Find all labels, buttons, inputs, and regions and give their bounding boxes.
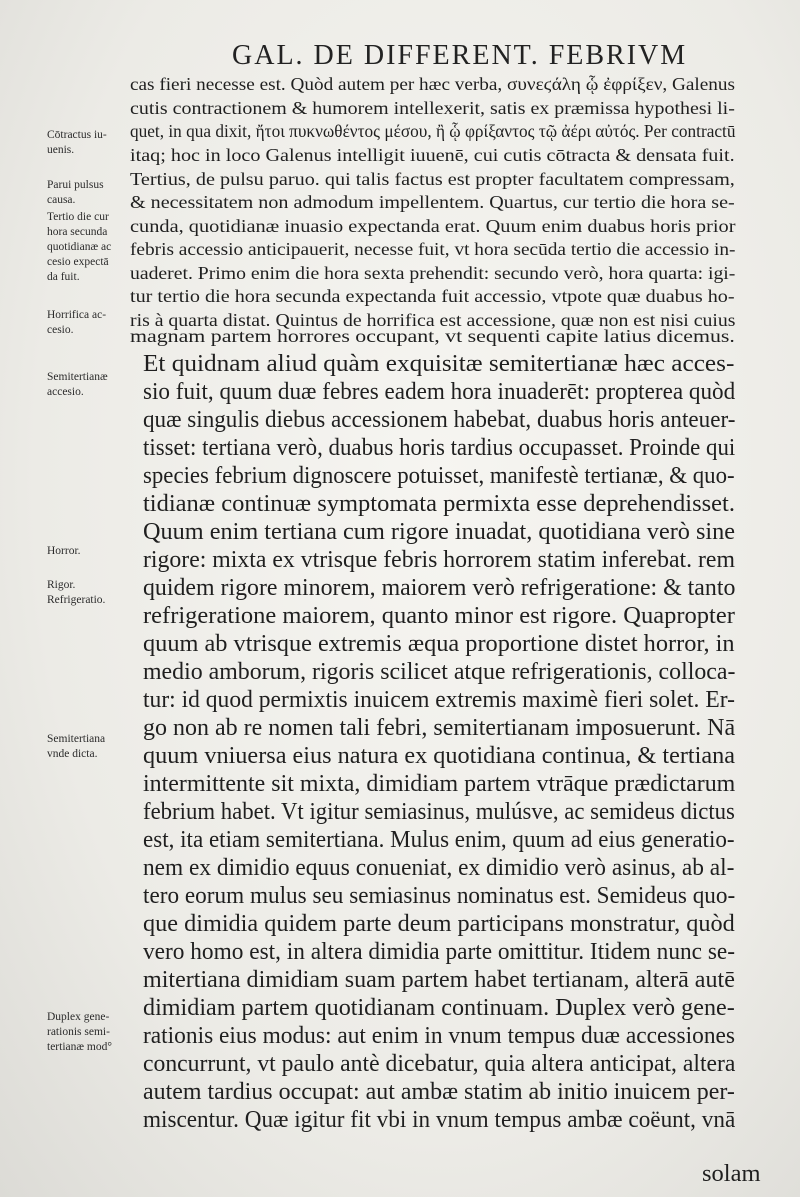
text-line: Tertius, de pulsu paruo. qui talis factus est propter facultatem compressam, [130,169,735,189]
text-line: que dimidia quidem parte deum participans monstratur, quòd [143,910,735,937]
margin-note [47,732,129,762]
margin-note-line: hora secunda [47,226,108,238]
text-line: quum vniuersa eius natura ex quotidiana continua, & tertiana [143,742,736,769]
margin-note-line: Refrigeratio. [47,594,106,606]
margin-note-line: tertianæ mod° [47,1041,112,1053]
text-line: febrium habet. Vt igitur semiasinus, mulúsve, ac semideus dictus [143,798,735,825]
margin-note-line: Rigor. [47,579,76,591]
text-line: quidem rigore minorem, maiorem verò refrigeratione: & tanto [143,574,736,601]
margin-note [47,178,129,208]
margin-note-line: quotidianæ ac [47,241,112,253]
running-header: GAL. DE DIFFERENT. FEBRIVM [232,40,688,71]
text-line: autem tardius occupat: aut ambæ statim ab initio inuicem per- [143,1078,735,1105]
text-line: dimidiam partem quotidianam continuam. Duplex verò gene- [143,994,735,1021]
margin-note-line: vnde dicta. [47,748,98,760]
text-line: quæ singulis diebus accessionem habebat, duabus horis anteuer- [143,406,736,433]
margin-note [47,544,129,559]
text-line: tidianæ continuæ symptomata permixta esse deprehendisset. [143,490,735,517]
text-line: uaderet. Primo enim die hora sexta prehendit: secundo verò, hora quarta: igi- [130,263,736,283]
text-line: cunda, quotidianæ inuasio expectanda erat. Quum enim duabus horis prior [130,216,736,236]
text-line: febris accessio anticipauerit, necesse fuit, vt hora secūda tertio die accessio in- [130,239,736,259]
margin-note-line: accesio. [47,386,84,398]
text-line: tur: id quod permixtis inuicem extremis maximè fieri solet. Er- [143,686,735,713]
text-line: go non ab re nomen tali febri, semitertianam imposuerunt. Nā [143,714,736,741]
margin-note [47,578,129,608]
margin-note-line: uenis. [47,144,75,156]
margin-note [47,308,129,338]
margin-note [47,370,129,400]
text-line: mitertiana dimidiam suam partem habet tertianam, alterā autē [143,966,735,993]
text-line: vero homo est, in altera dimidia parte omittitur. Itidem nunc se- [143,938,736,965]
text-line: medio amborum, rigoris scilicet atque refrigerationis, colloca- [143,658,736,685]
text-line: Et quidnam aliud quàm exquisitæ semitertianæ hæc acces- [143,350,735,377]
text-line: itaq; hoc in loco Galenus intelligit iuuenē, cui cutis cōtracta & densata fuit. [130,145,735,165]
margin-note-line: Parui pulsus [47,179,104,191]
text-line: concurrunt, vt paulo antè dicebatur, quia altera anticipat, altera [143,1050,736,1077]
margin-note-line: Duplex gene- [47,1011,110,1023]
margin-note-line: Cōtractus iu- [47,129,107,141]
text-line: miscentur. Quæ igitur fit vbi in vnum tempus ambæ coëunt, vnā [143,1106,736,1133]
text-line: nem ex dimidio equus conueniat, ex dimidio verò asinus, ab al- [143,854,735,881]
margin-note-line: cesio. [47,324,74,336]
margin-note-line: Semitertianæ [47,371,108,383]
text-line: cas fieri necesse est. Quòd autem per hæc verba, συνεϛάλη ᾧ ἐφρίξεν, Galenus [130,74,735,94]
text-line: rationis eius modus: aut enim in vnum tempus duæ accessiones [143,1022,736,1049]
text-line: species febrium dignoscere potuisset, manifestè tertianæ, & quo- [143,462,735,489]
text-line: magnam partem horrores occupant, vt sequenti capite latius dicemus. [130,326,735,346]
catchword: solam [702,1160,761,1187]
text-line: refrigeratione maiorem, quanto minor est rigore. Quapropter [143,602,735,629]
text-line: cutis contractionem & humorem intellexerit, satis ex præmissa hypothesi li- [130,98,735,118]
text-line: intermittente sit mixta, dimidiam partem vtrāque prædictarum [143,770,736,797]
margin-note-line: causa. [47,194,76,206]
text-line: & necessitatem non admodum impellentem. Quartus, cur tertio die hora se- [130,192,735,212]
text-line: quet, in qua dixit, ἤτοι πυκνωθέντος μέσου, ἢ ᾧ φρίξαντος τῷ ἀέρι αὐτός. Per contractū [130,121,736,141]
margin-note [47,1010,129,1055]
text-line: Quum enim tertiana cum rigore inuadat, quotidiana verò sine [143,518,736,545]
margin-note [47,210,129,285]
text-line: ris à quarta distat. Quintus de horrifica est accessione, quæ non est nisi cuius [130,310,736,330]
margin-note [47,128,129,158]
margin-note-line: rationis semi- [47,1026,110,1038]
margin-note-line: Tertio die cur [47,211,109,223]
text-line: est, ita etiam semitertiana. Mulus enim, quum ad eius generatio- [143,826,735,853]
margin-note-line: da fuit. [47,271,80,283]
text-line: quum ab vtrisque extremis æqua proportione distet horror, in [143,630,735,657]
text-line: tisset: tertiana verò, duabus horis tardius occupasset. Proinde qui [143,434,736,461]
margin-note-line: Semitertiana [47,733,106,745]
text-line: tur tertio die hora secunda expectanda fuit accessio, vtpote quæ duabus ho- [130,286,735,306]
margin-note-line: Horror. [47,545,81,557]
text-line: sio fuit, quum duæ febres eadem hora inuaderēt: propterea quòd [143,378,736,405]
margin-note-line: cesio expectā [47,256,109,268]
margin-note-line: Horrifica ac- [47,309,107,321]
text-line: tero eorum mulus seu semiasinus nominatus est. Semideus quo- [143,882,736,909]
text-line: rigore: mixta ex vtrisque febris horrorem statim inferebat. rem [143,546,735,573]
